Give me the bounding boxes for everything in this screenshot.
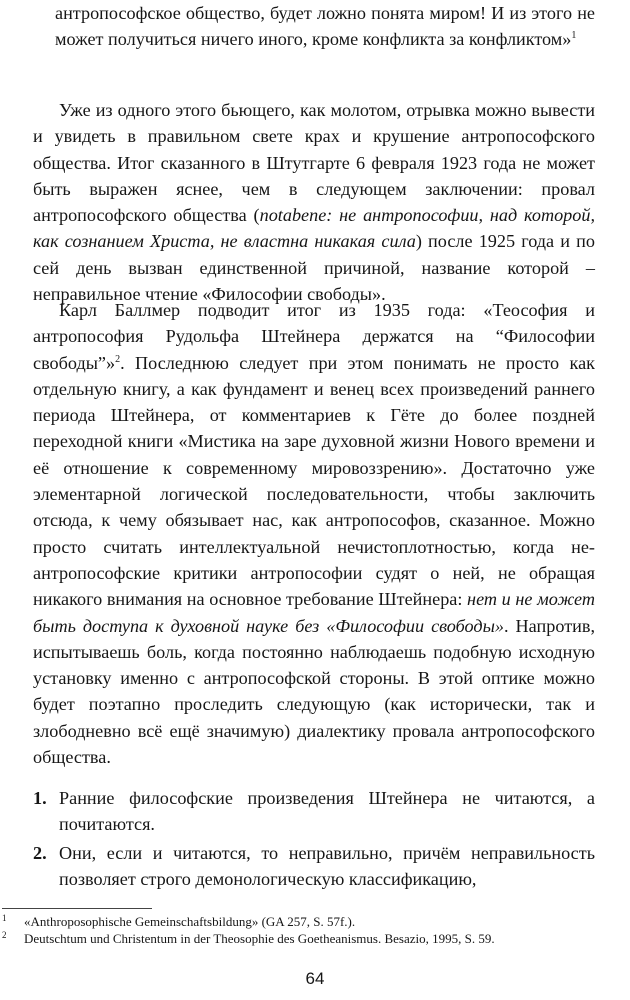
list-item-text: Ранние философские произведения Штейнера не читаются, а почитаются. <box>59 788 595 835</box>
paragraph-1 <box>33 97 595 307</box>
paragraph-1-text-start: Уже из одного этого бьющего, как молотом, отрывка можно вывести и увидеть в правильном свете крах и крушение антропософского общества. Итог сказанного в Штутгарте 6 февраля 1923 года не может быть выражен яснее, чем в следующем заключении: провал антропософского общества ( <box>33 100 595 226</box>
footnote-ref-1[interactable]: 1 <box>571 30 577 42</box>
footnote-2 <box>2 930 602 947</box>
list-item-number: 2. <box>33 842 47 863</box>
paragraph-2-text-1: Карл Баллмер подводит итог из 1935 года: «Теософия и антропософия Рудольфа Штейнера держатся на “Философии свободы”» <box>33 300 595 373</box>
list-item-text: Они, если и читаются, то неправильно, причём неправильность позволяет строго демонологическую классификацию, <box>59 842 595 889</box>
paragraph-2-text-2: . Последнюю следует при этом понимать не просто как отдельную книгу, а как фундамент и венец всех произведений раннего периода Штейнера, от комментариев к Гёте до более поздней переходной книги «Мистика на заре духовной жизни Нового времени и её отношение к современному мировоззрению». Достаточно уже элементарной логической последовательности, чтобы заключить отсюда, к чему обязывает нас, как антропософов, сказанное. Можно просто считать интеллектуальной нечистоплотностью, когда не-антропософские критики антропософии судят о ней, не обращая никакого внимания на основное требование Штейнера: <box>33 352 595 610</box>
paragraph-1-text-end: ) после 1925 года и по сей день вызван единственной причиной, название которой – неправильное чтение «Философии свободы». <box>33 231 595 305</box>
footnote-divider <box>2 908 152 909</box>
numbered-list <box>33 785 595 892</box>
footnote-number: 2 <box>2 930 7 940</box>
paragraph-1-italic: notabene: не антропософии, над которой, как сознанием Христа, не властна никакая сила <box>33 205 595 252</box>
footnotes <box>2 913 602 947</box>
quote-text: антропософское общество, будет ложно понята миром! И из этого не может получиться ничего иного, кроме конфликта за конфликтом» <box>55 3 595 50</box>
footnote-ref-2[interactable]: 2 <box>115 353 121 365</box>
footnote-text: «Anthroposophische Gemeinschaftsbildung» (GA 257, S. 57f.). <box>24 914 356 929</box>
list-item <box>33 840 595 893</box>
paragraph-2 <box>33 297 595 770</box>
paragraph-2-text-3: . Напротив, испытываешь боль, когда постоянно наблюдаешь подобную исходную установку именно с антропософской стороны. В этой оптике можно будет поэтапно проследить следующую (как исторически, так и злободневно всё ещё значимую) диалектику провала антропософского общества. <box>33 615 596 768</box>
page-number: 64 <box>305 969 325 988</box>
footnote-number: 1 <box>2 913 7 923</box>
quote-continuation <box>33 0 595 53</box>
list-item <box>33 785 595 838</box>
footnote-1 <box>2 913 602 930</box>
paragraph-2-italic: нет и не может быть доступа к духовной науке без «Философии свободы» <box>33 589 595 636</box>
list-item-number: 1. <box>33 788 47 808</box>
footnote-text: Deutschtum und Christentum in der Theosophie des Goetheanismus. Besazio, 1995, S. 59. <box>24 931 495 946</box>
